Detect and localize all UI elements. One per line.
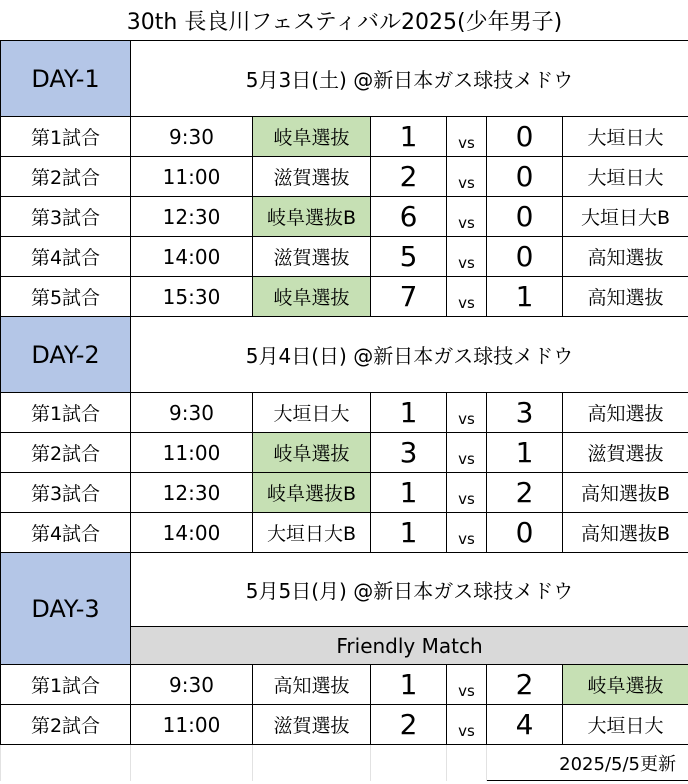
match-row: [1, 277, 688, 317]
away-score: 0: [487, 197, 563, 237]
away-score: 3: [487, 393, 563, 433]
kickoff-time: 9:30: [131, 665, 253, 705]
home-team: 岐阜選抜: [253, 117, 371, 157]
away-score: 4: [487, 705, 563, 745]
vs-label: vs: [447, 197, 487, 237]
vs-label: vs: [447, 117, 487, 157]
match-number: 第2試合: [1, 157, 131, 197]
vs-label: vs: [447, 473, 487, 513]
vs-label: vs: [447, 277, 487, 317]
match-row: [1, 237, 688, 277]
kickoff-time: 11:00: [131, 705, 253, 745]
footer-row: [1, 745, 688, 781]
home-score: 2: [371, 705, 447, 745]
home-team: 大垣日大B: [253, 513, 371, 553]
vs-label: vs: [447, 157, 487, 197]
home-score: 6: [371, 197, 447, 237]
match-number: 第1試合: [1, 117, 131, 157]
away-team: 高知選抜B: [563, 473, 688, 513]
empty-cell: [131, 745, 253, 781]
match-number: 第5試合: [1, 277, 131, 317]
home-team: 岐阜選抜: [253, 277, 371, 317]
away-team: 高知選抜: [563, 277, 688, 317]
away-score: 2: [487, 473, 563, 513]
match-row: [1, 197, 688, 237]
kickoff-time: 9:30: [131, 393, 253, 433]
home-team: 高知選抜: [253, 665, 371, 705]
home-score: 5: [371, 237, 447, 277]
away-team: 高知選抜B: [563, 513, 688, 553]
home-score: 3: [371, 433, 447, 473]
home-team: 滋賀選抜: [253, 237, 371, 277]
match-row: [1, 665, 688, 705]
match-row: [1, 473, 688, 513]
venue-label: 5月4日(日) @新日本ガス球技メドウ: [131, 317, 688, 393]
kickoff-time: 15:30: [131, 277, 253, 317]
home-team: 岐阜選抜B: [253, 197, 371, 237]
away-team: 大垣日大: [563, 117, 688, 157]
kickoff-time: 14:00: [131, 513, 253, 553]
vs-label: vs: [447, 665, 487, 705]
match-number: 第1試合: [1, 393, 131, 433]
match-row: [1, 393, 688, 433]
away-team: 岐阜選抜: [563, 665, 688, 705]
away-score: 2: [487, 665, 563, 705]
home-score: 1: [371, 473, 447, 513]
kickoff-time: 14:00: [131, 237, 253, 277]
match-number: 第3試合: [1, 197, 131, 237]
kickoff-time: 11:00: [131, 157, 253, 197]
day-header-row: [1, 41, 688, 117]
home-team: 滋賀選抜: [253, 705, 371, 745]
away-team: 高知選抜: [563, 237, 688, 277]
away-score: 0: [487, 237, 563, 277]
home-team: 岐阜選抜B: [253, 473, 371, 513]
home-score: 1: [371, 513, 447, 553]
away-team: 大垣日大: [563, 705, 688, 745]
match-row: [1, 513, 688, 553]
day-header-row: [1, 553, 688, 627]
empty-cell: [1, 745, 131, 781]
match-number: 第2試合: [1, 433, 131, 473]
friendly-match-label: Friendly Match: [131, 627, 688, 665]
match-number: 第4試合: [1, 513, 131, 553]
match-row: [1, 433, 688, 473]
home-team: 滋賀選抜: [253, 157, 371, 197]
day-label: DAY-3: [1, 553, 131, 665]
home-team: 岐阜選抜: [253, 433, 371, 473]
home-score: 1: [371, 117, 447, 157]
away-score: 1: [487, 277, 563, 317]
venue-label: 5月5日(月) @新日本ガス球技メドウ: [131, 553, 688, 627]
home-score: 7: [371, 277, 447, 317]
kickoff-time: 12:30: [131, 473, 253, 513]
empty-cell: [371, 745, 447, 781]
kickoff-time: 11:00: [131, 433, 253, 473]
kickoff-time: 12:30: [131, 197, 253, 237]
home-score: 1: [371, 665, 447, 705]
day-header-row: [1, 317, 688, 393]
vs-label: vs: [447, 237, 487, 277]
away-score: 0: [487, 157, 563, 197]
away-team: 大垣日大: [563, 157, 688, 197]
match-number: 第3試合: [1, 473, 131, 513]
day-label: DAY-2: [1, 317, 131, 393]
home-score: 1: [371, 393, 447, 433]
away-score: 0: [487, 117, 563, 157]
match-number: 第4試合: [1, 237, 131, 277]
away-team: 滋賀選抜: [563, 433, 688, 473]
away-team: 大垣日大B: [563, 197, 688, 237]
away-score: 1: [487, 433, 563, 473]
away-score: 0: [487, 513, 563, 553]
kickoff-time: 9:30: [131, 117, 253, 157]
vs-label: vs: [447, 513, 487, 553]
update-date: 2025/5/5更新: [487, 745, 688, 781]
match-number: 第1試合: [1, 665, 131, 705]
empty-cell: [447, 745, 487, 781]
away-team: 高知選抜: [563, 393, 688, 433]
venue-label: 5月3日(土) @新日本ガス球技メドウ: [131, 41, 688, 117]
home-team: 大垣日大: [253, 393, 371, 433]
match-row: [1, 157, 688, 197]
match-number: 第2試合: [1, 705, 131, 745]
day-label: DAY-1: [1, 41, 131, 117]
home-score: 2: [371, 157, 447, 197]
vs-label: vs: [447, 393, 487, 433]
page-title: 30th 長良川フェスティバル2025(少年男子): [1, 0, 688, 41]
empty-cell: [253, 745, 371, 781]
match-row: [1, 705, 688, 745]
vs-label: vs: [447, 433, 487, 473]
vs-label: vs: [447, 705, 487, 745]
match-row: [1, 117, 688, 157]
